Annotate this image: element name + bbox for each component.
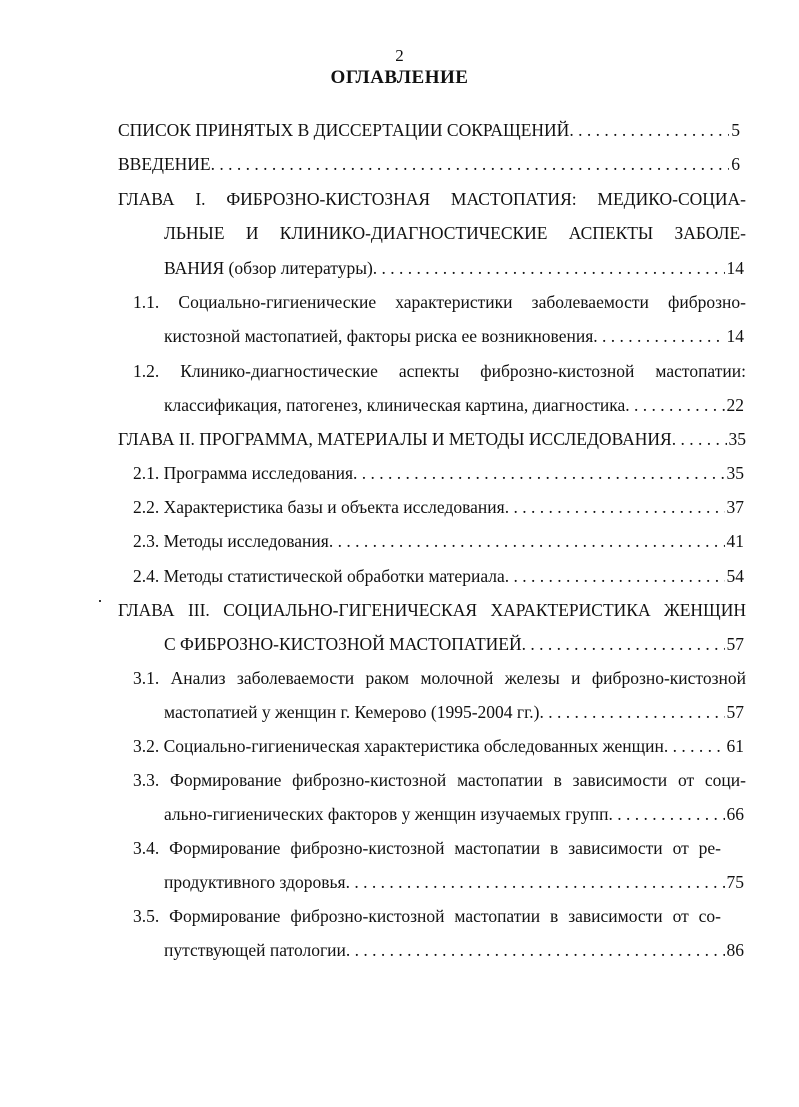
toc-entry-3-5[interactable] (164, 938, 744, 962)
toc-entry-3-2[interactable] (133, 734, 744, 758)
leader-dots (505, 495, 725, 519)
toc-page-number: 57 (726, 634, 744, 654)
leader-dots (522, 632, 725, 656)
toc-entry-3-4[interactable] (164, 870, 744, 894)
toc-page-number: 57 (726, 702, 744, 722)
toc-entry-chapter-3[interactable] (164, 632, 744, 656)
leader-dots (211, 152, 730, 176)
toc-page-number: 5 (731, 120, 740, 140)
toc-page-number: 61 (726, 736, 744, 756)
leader-dots (540, 700, 725, 724)
leader-dots (672, 427, 727, 451)
toc-entry-text: 3.2. Социально-гигиеническая характеристика обследованных женщин (133, 736, 664, 756)
scan-mark (99, 600, 101, 602)
page-number: 2 (395, 46, 404, 65)
toc-entry-3-4-line-1[interactable]: 3.4. Формирование фиброзно-кистозной мастопатии в зависимости от ре- (133, 838, 721, 858)
toc-entry-3-1[interactable] (164, 700, 744, 724)
toc-entry-chapter-1-line-1[interactable]: ГЛАВА I. ФИБРОЗНО-КИСТОЗНАЯ МАСТОПАТИЯ: МЕДИКО-СОЦИА- (118, 189, 746, 209)
toc-page-number: 41 (726, 531, 744, 551)
toc-page-number: 6 (731, 154, 740, 174)
toc-entry-text: 2.3. Методы исследования (133, 531, 329, 551)
toc-page-number: 22 (726, 395, 744, 415)
toc-entry-abbreviations[interactable] (118, 118, 740, 142)
toc-page-number: 14 (726, 326, 744, 346)
leader-dots (353, 461, 724, 485)
toc-entry-text: путствующей патологии (164, 940, 346, 960)
leader-dots (346, 938, 725, 962)
toc-entry-text: ГЛАВА II. ПРОГРАММА, МАТЕРИАЛЫ И МЕТОДЫ ИССЛЕДОВАНИЯ (118, 429, 672, 449)
leader-dots (593, 324, 724, 348)
toc-page-number: 37 (726, 497, 744, 517)
toc-page-number: 54 (726, 566, 744, 586)
leader-dots (329, 529, 725, 553)
toc-page-number: 35 (726, 463, 744, 483)
toc-entry-2-3[interactable] (133, 529, 744, 553)
leader-dots (625, 393, 724, 417)
toc-page-number: 66 (726, 804, 744, 824)
toc-entry-chapter-1[interactable] (164, 256, 744, 280)
toc-entry-text: мастопатией у женщин г. Кемерово (1995-2004 гг.) (164, 702, 540, 722)
toc-entry-3-5-line-1[interactable]: 3.5. Формирование фиброзно-кистозной мастопатии в зависимости от со- (133, 906, 721, 926)
toc-entry-text: 2.4. Методы статистической обработки материала (133, 566, 505, 586)
toc-entry-2-4[interactable] (133, 564, 744, 588)
toc-entry-text: продуктивного здоровья (164, 872, 346, 892)
leader-dots (346, 870, 725, 894)
toc-entry-3-1-line-1[interactable]: 3.1. Анализ заболеваемости раком молочной железы и фиброзно-кистозной (133, 668, 746, 688)
toc-entry-1-1-line-1[interactable]: 1.1. Социально-гигиенические характеристики заболеваемости фиброзно- (133, 292, 746, 312)
toc-entry-text: ально-гигиенических факторов у женщин изучаемых групп (164, 804, 609, 824)
toc-page-number: 75 (726, 872, 744, 892)
toc-entry-text: классификация, патогенез, клиническая картина, диагностика (164, 395, 626, 415)
toc-entry-text: кистозной мастопатией, факторы риска ее возникновения (164, 326, 594, 346)
toc-entry-text: С ФИБРОЗНО-КИСТОЗНОЙ МАСТОПАТИЕЙ (164, 634, 522, 654)
leader-dots (373, 256, 725, 280)
toc-entry-text: 2.2. Характеристика базы и объекта исследования (133, 497, 505, 517)
toc-entry-text: СПИСОК ПРИНЯТЫХ В ДИССЕРТАЦИИ СОКРАЩЕНИЙ (118, 120, 570, 140)
leader-dots (608, 802, 724, 826)
toc-page-number: 14 (726, 258, 744, 278)
toc-entry-3-3-line-1[interactable]: 3.3. Формирование фиброзно-кистозной мастопатии в зависимости от соци- (133, 770, 746, 790)
toc-entry-chapter-2[interactable] (118, 427, 746, 451)
leader-dots (569, 118, 729, 142)
toc-entry-text: 2.1. Программа исследования (133, 463, 354, 483)
page-title: ОГЛАВЛЕНИЕ (330, 67, 469, 88)
leader-dots (505, 564, 725, 588)
toc-entry-2-1[interactable] (133, 461, 744, 485)
toc-entry-1-2[interactable] (164, 393, 744, 417)
leader-dots (664, 734, 725, 758)
toc-entry-3-3[interactable] (164, 802, 744, 826)
toc-entry-text: ВВЕДЕНИЕ (118, 154, 211, 174)
toc-entry-1-2-line-1[interactable]: 1.2. Клинико-диагностические аспекты фиброзно-кистозной мастопатии: (133, 361, 746, 381)
toc-entry-1-1[interactable] (164, 324, 744, 348)
toc-entry-chapter-3-line-1[interactable]: ГЛАВА III. СОЦИАЛЬНО-ГИГЕНИЧЕСКАЯ ХАРАКТЕРИСТИКА ЖЕНЩИН (118, 600, 746, 620)
toc-entry-introduction[interactable] (118, 152, 740, 176)
toc-entry-2-2[interactable] (133, 495, 744, 519)
toc-page-number: 86 (726, 940, 744, 960)
toc-page-number: 35 (728, 429, 746, 449)
toc-entry-chapter-1-line-2[interactable]: ЛЬНЫЕ И КЛИНИКО-ДИАГНОСТИЧЕСКИЕ АСПЕКТЫ ЗАБОЛЕ- (164, 223, 746, 243)
toc-entry-text: ВАНИЯ (обзор литературы) (164, 258, 373, 278)
